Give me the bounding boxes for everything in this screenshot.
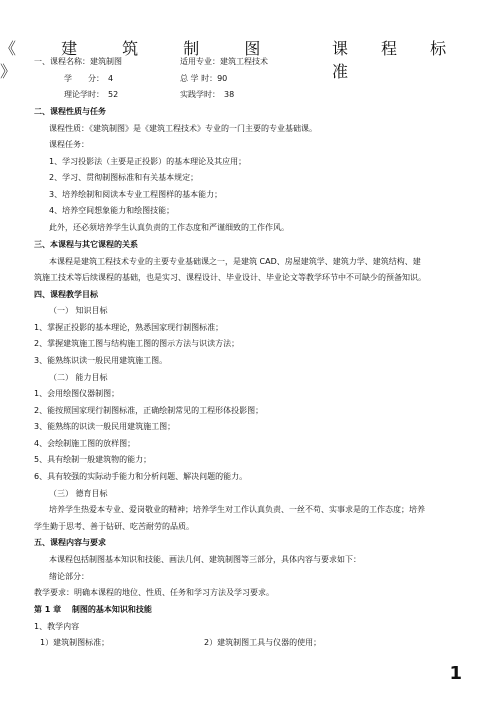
applicable-major: 适用专业：建筑工程技术 — [180, 57, 268, 66]
knowledge-item: 2、掌握建筑施工图与结构施工图的图示方法与识读方法； — [34, 339, 240, 348]
relation-text-line1: 本课程是建筑工程技术专业的主要专业基础课之一，是建筑 CAD、房屋建筑学、建筑力学、建筑结构、建 — [49, 257, 421, 266]
relation-text-line2: 筑施工技术等后续课程的基础，也是实习、课程设计、毕业设计、毕业论文等教学环节中不可缺少的预备知识。 — [34, 273, 426, 282]
task-item: 2、学习、贯彻制图标准和有关基本规定； — [49, 173, 199, 182]
ability-item: 4、会绘制施工图的放样图； — [34, 439, 136, 448]
chapter-1-heading: 第 1 章 制图的基本知识和技能 — [34, 605, 152, 614]
credits: 学 分： 4 — [64, 74, 114, 83]
moral-goals-title: （三） 德育目标 — [49, 489, 108, 498]
moral-text-line1: 培养学生热爱本专业、爱岗敬业的精神；培养学生对工作认真负责、一丝不苟、实事求是的工作态度；培养 — [49, 505, 425, 514]
total-hours: 总 学 时：90 — [180, 74, 228, 83]
course-name: 一、课程名称：建筑制图 — [34, 57, 122, 66]
knowledge-goals-title: （一） 知识目标 — [49, 306, 108, 315]
practice-hours: 实践学时： 38 — [180, 90, 235, 99]
moral-text-line2: 学生勤于思考、善于钻研、吃苦耐劳的品质。 — [34, 522, 194, 531]
knowledge-item: 1、掌握正投影的基本理论，熟悉国家现行制图标准； — [34, 323, 224, 332]
section-3-heading: 三、本课程与其它课程的关系 — [34, 240, 138, 249]
section-4-heading: 四、课程教学目标 — [34, 290, 98, 299]
section-5-heading: 五、课程内容与要求 — [34, 538, 106, 547]
intro-part-label: 绪论部分： — [49, 572, 89, 581]
knowledge-item: 3、能熟练识读一般民用建筑施工图。 — [34, 356, 168, 365]
task-item: 1、学习投影法（主要是正投影）的基本理论及其应用； — [49, 157, 247, 166]
title-main: 《 建 筑 制 图 》 — [0, 39, 281, 81]
task-item: 4、培养空间想象能力和绘图技能； — [49, 206, 175, 215]
theory-hours: 理论学时： 52 — [64, 90, 119, 99]
teaching-requirement: 教学要求：明确本课程的地位、性质、任务和学习方法及学习要求。 — [34, 588, 274, 597]
ability-item: 1、会用绘图仪器制图； — [34, 389, 120, 398]
section-2-heading: 二、课程性质与任务 — [34, 107, 106, 116]
page-number: 1 — [449, 663, 462, 684]
course-nature: 课程性质：《建筑制图》是《建筑工程技术》专业的一门主要的专业基础课。 — [49, 124, 317, 133]
ability-item: 6、具有较强的实际动手能力和分析问题、解决问题的能力。 — [34, 472, 248, 481]
ability-item: 2、能按照国家现行制图标准，正确绘制常见的工程形体投影图； — [34, 406, 264, 415]
title-standard: 课 程 标 准 — [331, 39, 461, 81]
teaching-content-label: 1、教学内容 — [34, 622, 80, 631]
content-item: 1）建筑制图标准； — [40, 638, 110, 647]
task-label: 课程任务： — [49, 140, 89, 149]
task-item: 3、培养绘制和阅读本专业工程图样的基本能力； — [49, 190, 223, 199]
ability-item: 3、能熟练的识读一般民用建筑施工图； — [34, 422, 176, 431]
task-extra: 此外，还必须培养学生认真负责的工作态度和严谨细致的工作作风。 — [49, 223, 289, 232]
ability-goals-title: （二） 能力目标 — [49, 373, 108, 382]
content-intro: 本课程包括制图基本知识和技能、画法几何、建筑制图等三部分，具体内容与要求如下： — [49, 555, 361, 564]
ability-item: 5、具有绘制一般建筑物的能力； — [34, 455, 152, 464]
content-item: 2）建筑制图工具与仪器的使用； — [204, 638, 322, 647]
